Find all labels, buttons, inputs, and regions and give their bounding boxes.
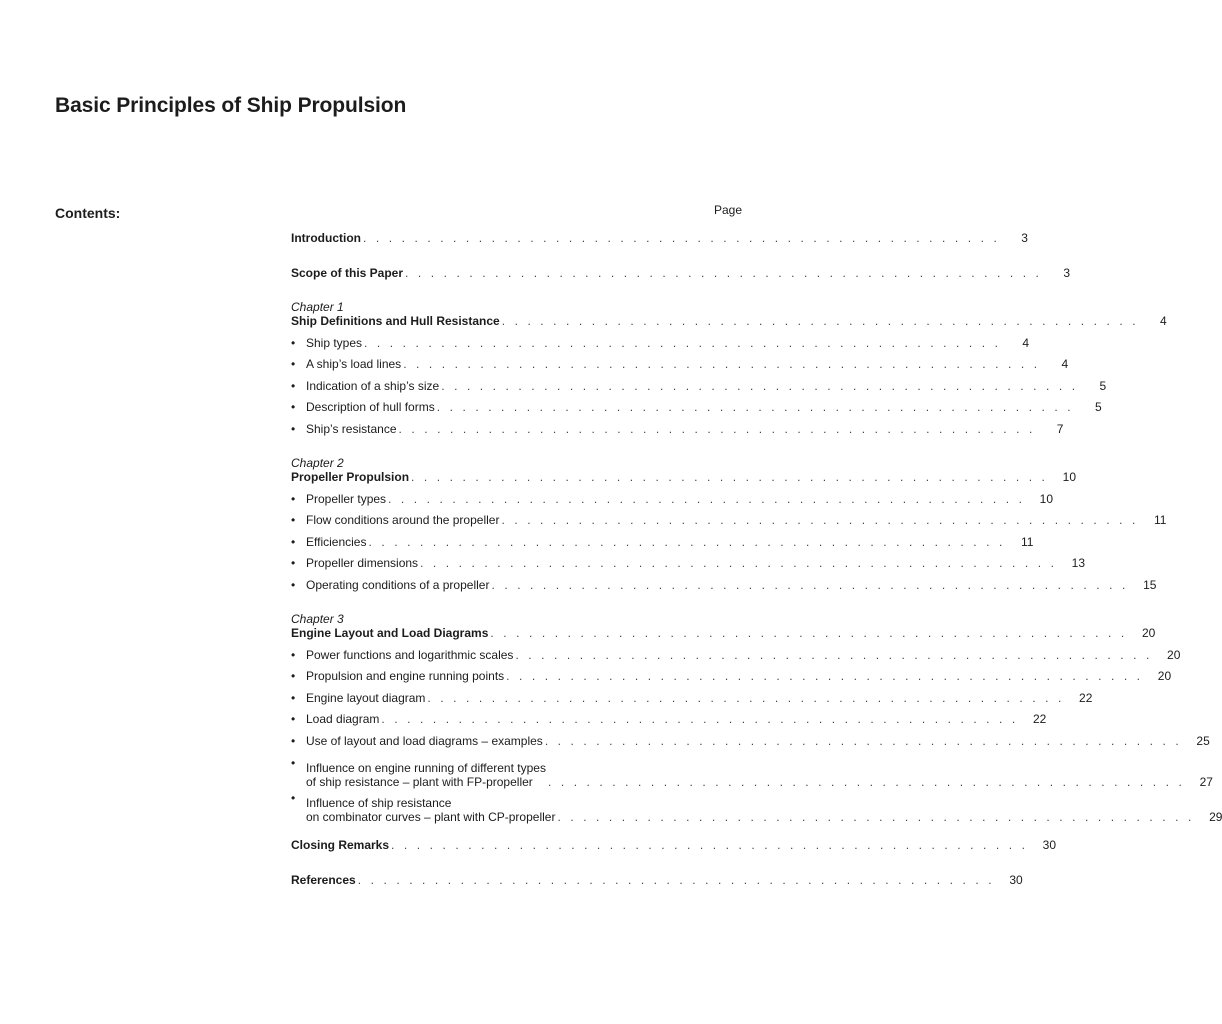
toc-subentry[interactable] [291,733,1210,756]
bullet-icon: • [291,357,296,371]
toc-entry-page: 4 [1159,314,1167,328]
bullet-icon: • [291,400,296,414]
toc-entry-page: 3 [1063,265,1070,280]
toc-subentry-page: 29 [1209,810,1222,824]
toc-subentry[interactable] [291,421,1064,444]
dot-leader: . . . . . . . . . . . . . . . . . . . . . . . . . . . . . . . . . . . . . . . . . . . . . . . . . . [368,534,1006,549]
bullet-icon: • [291,491,296,506]
toc-subentry-page: 20 [1157,669,1172,683]
dot-leader: . . . . . . . . . . . . . . . . . . . . . . . . . . . . . . . . . . . . . . . . . . . . . . . . . . [436,400,1074,414]
bullet-icon: • [291,791,296,805]
toc-subentry-page: 10 [1039,491,1054,506]
dot-leader: . . . . . . . . . . . . . . . . . . . . . . . . . . . . . . . . . . . . . . . . . . . . . . . . . . [388,491,1026,506]
bullet-icon: • [291,556,296,570]
toc-entry-chapter-3[interactable] [291,626,1156,648]
toc-entry-page: 20 [1141,626,1156,640]
dot-leader: . . . . . . . . . . . . . . . . . . . . . . . . . . . . . . . . . . . . . . . . . . . . . . . . . . [491,577,1129,592]
toc-entry-title: Engine Layout and Load Diagrams [291,626,489,640]
bullet-icon: • [291,577,296,592]
toc-entry-closing-remarks[interactable] [291,838,1057,860]
toc-subentry-page: 5 [1095,400,1102,414]
toc-subentry-title-line-2: on combinator curves – plant with CP-propeller [306,809,556,824]
toc-subentry-page: 22 [1033,712,1047,726]
toc-entry-introduction[interactable] [291,231,1028,253]
dot-leader: . . . . . . . . . . . . . . . . . . . . . . . . . . . . . . . . . . . . . . . . . . . . . . . . . . [544,733,1182,748]
toc-subentry-title: Use of layout and load diagrams – examples [306,733,543,748]
table-of-contents [291,231,1222,894]
toc-subentry-title: A ship’s load lines [306,357,402,371]
toc-entry-chapter-1[interactable] [291,314,1167,336]
toc-subentry-title: Ship types [306,335,363,350]
dot-leader: . . . . . . . . . . . . . . . . . . . . . . . . . . . . . . . . . . . . . . . . . . . . . . . . . . [501,314,1139,328]
bullet-icon: • [291,534,296,549]
toc-subentry-title-line-1: Influence of ship resistance [306,796,452,810]
toc-subentry-title: Ship’s resistance [306,421,397,436]
dot-leader: . . . . . . . . . . . . . . . . . . . . . . . . . . . . . . . . . . . . . . . . . . . . . . . . . . [381,712,1019,726]
bullet-icon: • [291,421,296,436]
dot-leader: . . . . . . . . . . . . . . . . . . . . . . . . . . . . . . . . . . . . . . . . . . . . . . . . . . [490,626,1128,640]
toc-subentry-title: Propulsion and engine running points [306,669,505,683]
toc-entry-chapter-2[interactable] [291,470,1076,492]
toc-subentry-title: Efficiencies [306,534,367,549]
bullet-icon: • [291,669,296,683]
dot-leader: . . . . . . . . . . . . . . . . . . . . . . . . . . . . . . . . . . . . . . . . . . . . . . . . . . [557,810,1195,824]
dot-leader: . . . . . . . . . . . . . . . . . . . . . . . . . . . . . . . . . . . . . . . . . . . . . . . . . . [405,265,1042,280]
toc-subentry-title: Power functions and logarithmic scales [306,647,514,662]
dot-leader: . . . . . . . . . . . . . . . . . . . . . . . . . . . . . . . . . . . . . . . . . . . . . . . . . . [515,647,1153,662]
toc-subentry-page: 5 [1099,378,1107,393]
dot-leader: . . . . . . . . . . . . . . . . . . . . . . . . . . . . . . . . . . . . . . . . . . . . . . . . . . [411,470,1048,484]
toc-subentry-title-line-1: Influence on engine running of different types [306,761,546,775]
dot-leader: . . . . . . . . . . . . . . . . . . . . . . . . . . . . . . . . . . . . . . . . . . . . . . . . . . [547,775,1185,789]
dot-leader: . . . . . . . . . . . . . . . . . . . . . . . . . . . . . . . . . . . . . . . . . . . . . . . . . . [441,378,1079,393]
dot-leader: . . . . . . . . . . . . . . . . . . . . . . . . . . . . . . . . . . . . . . . . . . . . . . . . . . [357,872,995,887]
dot-leader: . . . . . . . . . . . . . . . . . . . . . . . . . . . . . . . . . . . . . . . . . . . . . . . . . . [420,556,1058,570]
toc-subentry[interactable] [291,755,1213,789]
toc-subentry[interactable] [291,669,1172,691]
dot-leader: . . . . . . . . . . . . . . . . . . . . . . . . . . . . . . . . . . . . . . . . . . . . . . . . . . [364,335,1002,350]
toc-subentry-title: Propeller types [306,491,387,506]
toc-entry-title: Ship Definitions and Hull Resistance [291,314,500,328]
toc-subentry-title: Load diagram [306,712,380,726]
toc-subentry-title: Indication of a ship’s size [306,378,440,393]
toc-subentry[interactable] [291,357,1069,379]
toc-subentry[interactable] [291,712,1047,734]
toc-subentry-title [306,797,555,824]
toc-subentry-page: 25 [1196,733,1210,748]
toc-subentry[interactable] [291,400,1102,422]
chapter-label: Chapter 2 [291,456,344,470]
toc-subentry[interactable] [291,378,1107,401]
toc-entry-page: 30 [1009,872,1023,887]
toc-subentry-title: Engine layout diagram [306,690,426,705]
toc-subentry[interactable] [291,647,1181,670]
toc-subentry-title: Description of hull forms [306,400,435,414]
dot-leader: . . . . . . . . . . . . . . . . . . . . . . . . . . . . . . . . . . . . . . . . . . . . . . . . . . [501,513,1139,527]
dot-leader: . . . . . . . . . . . . . . . . . . . . . . . . . . . . . . . . . . . . . . . . . . . . . . . . . . [427,690,1065,705]
toc-subentry-page: 4 [1022,335,1030,350]
toc-subentry[interactable] [291,534,1034,557]
bullet-icon: • [291,647,296,662]
chapter-label: Chapter 1 [291,300,344,314]
toc-entry-title: Closing Remarks [291,838,390,852]
toc-subentry-page: 11 [1020,534,1034,549]
toc-subentry-title: Propeller dimensions [306,556,419,570]
toc-entry-references[interactable] [291,872,1023,895]
document-title: Basic Principles of Ship Propulsion [55,94,407,117]
dot-leader: . . . . . . . . . . . . . . . . . . . . . . . . . . . . . . . . . . . . . . . . . . . . . . . . . . [362,231,1000,245]
toc-subentry-page: 4 [1061,357,1069,371]
toc-subentry-page: 15 [1143,577,1157,592]
toc-subentry[interactable] [291,790,1222,824]
dot-leader: . . . . . . . . . . . . . . . . . . . . . . . . . . . . . . . . . . . . . . . . . . . . . . . . . . [391,838,1029,852]
toc-entry-page: 3 [1021,231,1028,245]
toc-subentry[interactable] [291,491,1054,514]
page-column-label: Page [714,203,743,217]
bullet-icon: • [291,756,296,770]
toc-subentry-page: 27 [1199,775,1213,789]
bullet-icon: • [291,513,296,527]
toc-subentry-page: 13 [1071,556,1086,570]
toc-entry-title: Propeller Propulsion [291,470,410,484]
toc-entry-title: References [291,872,356,887]
toc-entry-scope[interactable] [291,265,1070,288]
toc-subentry-title: Operating conditions of a propeller [306,577,490,592]
toc-subentry-title: Flow conditions around the propeller [306,513,500,527]
toc-subentry[interactable] [291,577,1157,600]
toc-subentry-page: 11 [1153,513,1167,527]
bullet-icon: • [291,712,296,726]
contents-label: Contents: [55,205,121,221]
toc-subentry-title-line-2: of ship resistance – plant with FP-propeller [306,774,533,789]
bullet-icon: • [291,335,296,350]
toc-entry-page: 30 [1042,838,1057,852]
toc-subentry[interactable] [291,690,1093,713]
bullet-icon: • [291,378,296,393]
dot-leader: . . . . . . . . . . . . . . . . . . . . . . . . . . . . . . . . . . . . . . . . . . . . . . . . . . [506,669,1144,683]
toc-entry-page: 10 [1062,470,1076,484]
toc-entry-title: Introduction [291,231,361,245]
chapter-label: Chapter 3 [291,612,344,626]
toc-subentry[interactable] [291,335,1030,358]
bullet-icon: • [291,690,296,705]
toc-subentry[interactable] [291,513,1167,535]
dot-leader: . . . . . . . . . . . . . . . . . . . . . . . . . . . . . . . . . . . . . . . . . . . . . . . . . . [398,421,1036,436]
toc-subentry[interactable] [291,556,1086,578]
toc-subentry-page: 7 [1056,421,1064,436]
toc-entry-title: Scope of this Paper [291,265,404,280]
dot-leader: . . . . . . . . . . . . . . . . . . . . . . . . . . . . . . . . . . . . . . . . . . . . . . . . . . [403,357,1041,371]
toc-subentry-page: 20 [1167,647,1181,662]
bullet-icon: • [291,733,296,748]
toc-subentry-page: 22 [1079,690,1093,705]
toc-subentry-title [306,762,546,789]
